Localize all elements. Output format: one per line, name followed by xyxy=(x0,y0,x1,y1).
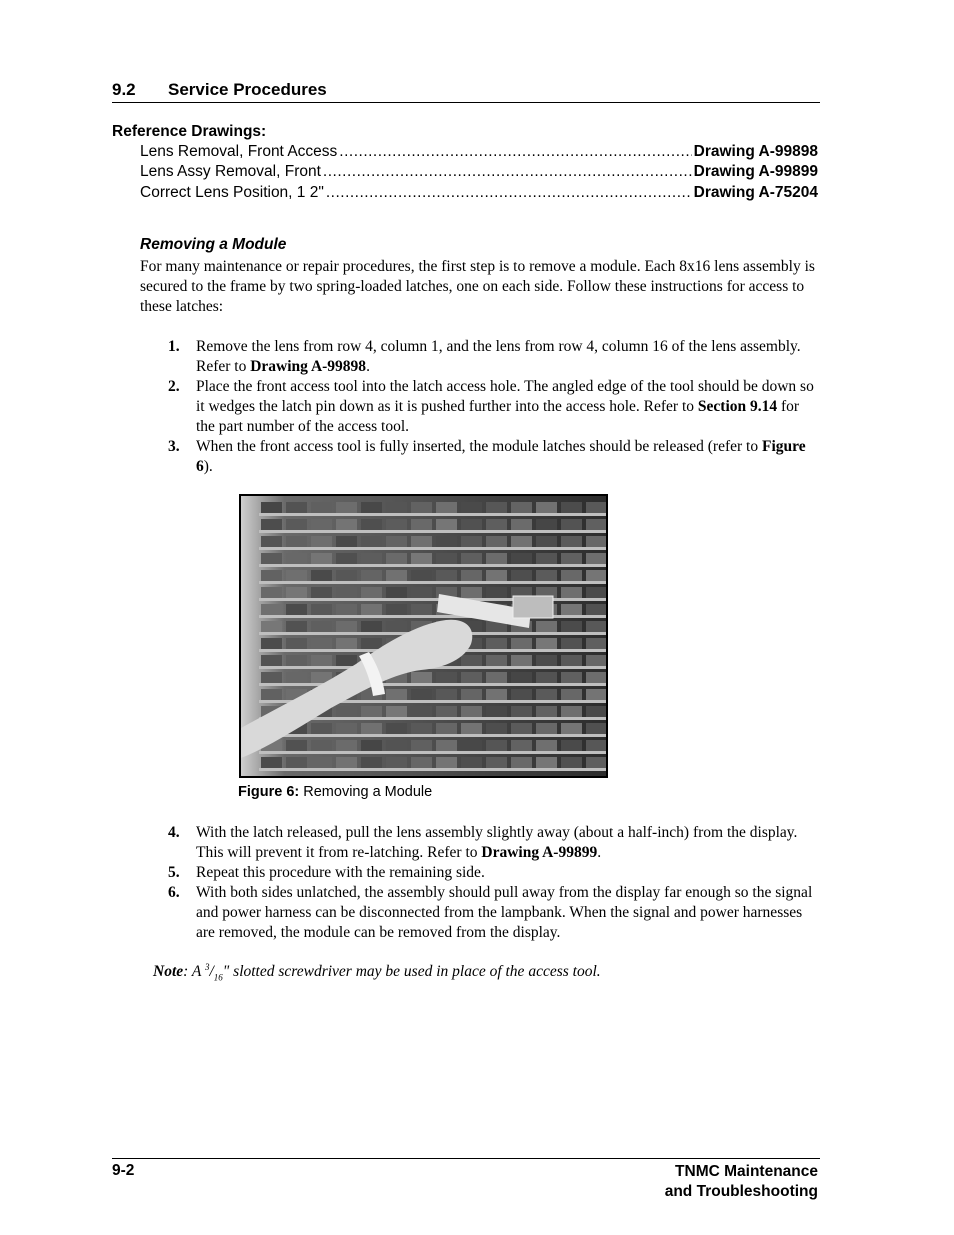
lens-cell xyxy=(436,519,457,530)
step-number: 1. xyxy=(168,338,180,355)
lens-cell xyxy=(561,519,582,530)
lens-cell xyxy=(436,757,457,768)
lens-cell xyxy=(286,587,307,598)
louver-line xyxy=(259,513,606,516)
lens-cell xyxy=(486,723,507,734)
page-number: 9-2 xyxy=(112,1162,135,1179)
lens-cell xyxy=(286,757,307,768)
lens-cell xyxy=(561,587,582,598)
lens-cell xyxy=(386,604,407,615)
lens-cell xyxy=(386,570,407,581)
lens-cell xyxy=(311,757,332,768)
lens-cell xyxy=(436,706,457,717)
lens-cell xyxy=(411,689,432,700)
lens-cell xyxy=(386,621,407,632)
note-label: Note xyxy=(153,963,184,981)
subsection-title: Removing a Module xyxy=(140,236,287,253)
lens-cell xyxy=(486,570,507,581)
lens-cell xyxy=(511,723,532,734)
lens-cell xyxy=(311,740,332,751)
lens-cell xyxy=(386,519,407,530)
lens-cell xyxy=(411,723,432,734)
lens-cell xyxy=(361,638,382,649)
lens-cell xyxy=(286,519,307,530)
section-reference: Section 9.14 xyxy=(697,398,778,415)
lens-cell xyxy=(511,672,532,683)
lens-cell xyxy=(336,723,357,734)
lens-cell xyxy=(461,757,482,768)
lens-cell xyxy=(586,638,606,649)
lens-cell xyxy=(261,689,282,700)
dot-leader xyxy=(323,163,692,181)
lens-cell xyxy=(536,757,557,768)
footer-title xyxy=(665,1162,818,1202)
lens-cell xyxy=(361,723,382,734)
lens-cell xyxy=(561,672,582,683)
lens-cell xyxy=(561,604,582,615)
lens-cell xyxy=(536,638,557,649)
lens-cell xyxy=(486,638,507,649)
lens-cell xyxy=(511,519,532,530)
section-number: 9.2 xyxy=(112,80,136,99)
lens-cell xyxy=(311,536,332,547)
lens-cell xyxy=(511,655,532,666)
louver-line xyxy=(259,598,606,601)
lens-cell xyxy=(486,587,507,598)
lens-cell xyxy=(286,740,307,751)
lens-cell xyxy=(361,536,382,547)
louver-line xyxy=(259,581,606,584)
lens-cell xyxy=(436,689,457,700)
lens-cell xyxy=(261,672,282,683)
lens-cell xyxy=(511,740,532,751)
lens-cell xyxy=(361,604,382,615)
lens-cell xyxy=(311,621,332,632)
lens-cell xyxy=(286,604,307,615)
lens-cell xyxy=(536,536,557,547)
steps-list-second xyxy=(168,823,820,943)
lens-cell xyxy=(436,553,457,564)
lens-cell xyxy=(386,587,407,598)
lens-cell xyxy=(311,570,332,581)
lens-cell xyxy=(361,553,382,564)
lens-cell xyxy=(261,570,282,581)
lens-cell xyxy=(411,672,432,683)
lens-cell xyxy=(561,655,582,666)
lens-cell xyxy=(336,757,357,768)
lens-cell xyxy=(261,621,282,632)
louver-line xyxy=(259,768,606,771)
reference-label: Lens Assy Removal, Front xyxy=(140,163,321,180)
lens-cell xyxy=(411,570,432,581)
intro-paragraph: For many maintenance or repair procedures, the first step is to remove a module. Each 8x16 lens assembly is secured to the frame by two spring-loaded latches, one on each side. Follow these instructions for access to these latches: xyxy=(140,258,815,315)
lens-cell xyxy=(586,672,606,683)
lens-cell xyxy=(586,621,606,632)
lens-cell xyxy=(286,638,307,649)
lens-cell xyxy=(536,570,557,581)
section-heading xyxy=(112,80,820,103)
louver-line xyxy=(259,564,606,567)
lens-cell xyxy=(461,502,482,513)
lens-cell xyxy=(486,536,507,547)
list-item: 4. With the latch released, pull the lens assembly slightly away (about a half-inch) from the display. This will prevent it from re-latching. Refer to Drawing A-99899. xyxy=(168,824,798,861)
reference-drawings-heading: Reference Drawings: xyxy=(112,123,267,140)
lens-cell xyxy=(461,553,482,564)
lens-cell xyxy=(361,757,382,768)
lens-cell xyxy=(336,604,357,615)
lens-cell xyxy=(336,706,357,717)
reference-label: Correct Lens Position, 1 2" xyxy=(140,184,324,201)
lens-cell xyxy=(561,723,582,734)
lens-cell xyxy=(386,757,407,768)
lens-cell xyxy=(411,757,432,768)
lens-cell xyxy=(261,604,282,615)
lens-cell xyxy=(311,655,332,666)
step-number: 3. xyxy=(168,438,180,455)
lens-cell xyxy=(511,570,532,581)
lens-cell xyxy=(386,553,407,564)
lens-cell xyxy=(486,672,507,683)
lens-cell xyxy=(561,740,582,751)
step-number: 5. xyxy=(168,864,180,881)
lens-cell xyxy=(436,740,457,751)
lens-cell xyxy=(486,757,507,768)
lens-cell xyxy=(461,519,482,530)
lens-cell xyxy=(561,706,582,717)
lens-cell xyxy=(586,655,606,666)
lens-cell xyxy=(586,519,606,530)
footer-title-line: TNMC Maintenance xyxy=(675,1163,818,1180)
step-number: 2. xyxy=(168,378,180,395)
step-number: 4. xyxy=(168,824,180,841)
lens-cell xyxy=(336,740,357,751)
lens-cell xyxy=(561,621,582,632)
lens-cell xyxy=(411,536,432,547)
lens-cell xyxy=(586,553,606,564)
lens-cell xyxy=(361,706,382,717)
lens-cell xyxy=(536,672,557,683)
lens-cell xyxy=(536,621,557,632)
lens-cell xyxy=(586,587,606,598)
louver-line xyxy=(259,547,606,550)
figure-photo xyxy=(239,494,608,778)
lens-cell xyxy=(311,553,332,564)
lens-cell xyxy=(361,621,382,632)
lens-cell xyxy=(286,655,307,666)
lens-cell xyxy=(336,638,357,649)
lens-cell xyxy=(461,740,482,751)
lens-cell xyxy=(586,740,606,751)
lens-cell xyxy=(286,502,307,513)
lens-cell xyxy=(411,587,432,598)
lens-cell xyxy=(461,723,482,734)
lens-cell xyxy=(461,689,482,700)
lens-cell xyxy=(361,502,382,513)
lens-cell xyxy=(461,570,482,581)
footer-title-line: and Troubleshooting xyxy=(664,1183,818,1200)
lens-cell xyxy=(486,706,507,717)
louver-line xyxy=(259,751,606,754)
lens-cell xyxy=(436,570,457,581)
lens-cell xyxy=(336,553,357,564)
lens-cell xyxy=(536,740,557,751)
lens-cell xyxy=(511,689,532,700)
lens-cell xyxy=(561,536,582,547)
louver-line xyxy=(259,683,606,686)
lens-cell xyxy=(311,519,332,530)
figure-caption xyxy=(238,784,432,800)
louver-line xyxy=(259,615,606,618)
lens-cell xyxy=(411,502,432,513)
lens-cell xyxy=(536,655,557,666)
lens-cell xyxy=(311,604,332,615)
lens-cell xyxy=(486,740,507,751)
lens-cell xyxy=(336,502,357,513)
lens-cell xyxy=(461,706,482,717)
lens-cell xyxy=(561,757,582,768)
lens-cell xyxy=(536,706,557,717)
lens-cell xyxy=(336,587,357,598)
dot-leader xyxy=(326,184,692,202)
section-title: Service Procedures xyxy=(168,80,327,99)
drawing-reference: Drawing A-99898 xyxy=(250,358,367,375)
lens-cell xyxy=(386,740,407,751)
lens-cell xyxy=(336,655,357,666)
lens-cell xyxy=(461,655,482,666)
lens-cell xyxy=(511,553,532,564)
lens-cell xyxy=(386,502,407,513)
lens-cell xyxy=(586,723,606,734)
reference-row xyxy=(140,143,818,163)
figure-label: Figure 6: xyxy=(238,784,300,800)
list-item: 5. Repeat this procedure with the remaining side. xyxy=(168,864,485,881)
reference-row xyxy=(140,163,818,183)
lens-cell xyxy=(261,655,282,666)
lens-cell xyxy=(586,604,606,615)
lens-cell xyxy=(411,706,432,717)
lens-cell xyxy=(561,553,582,564)
lens-cell xyxy=(261,638,282,649)
drawing-reference: Drawing A-99899 xyxy=(481,844,598,861)
lens-cell xyxy=(486,502,507,513)
lens-cell xyxy=(286,553,307,564)
lens-cell xyxy=(436,536,457,547)
lens-cell xyxy=(461,536,482,547)
lens-cell xyxy=(586,502,606,513)
lens-cell xyxy=(361,570,382,581)
list-item: 3. When the front access tool is fully inserted, the module latches should be released (refer to Figure 6). xyxy=(168,438,806,475)
lens-cell xyxy=(486,553,507,564)
lens-cell xyxy=(386,723,407,734)
lens-cell xyxy=(336,519,357,530)
lens-cell xyxy=(586,689,606,700)
lens-cell xyxy=(361,740,382,751)
lens-cell xyxy=(261,757,282,768)
lens-cell xyxy=(511,757,532,768)
louver-line xyxy=(259,530,606,533)
list-item: 1. Remove the lens from row 4, column 1, and the lens from row 4, column 16 of the lens assembly. Refer to Drawing A-99898. xyxy=(168,338,801,375)
lens-cell xyxy=(361,519,382,530)
lens-cell xyxy=(536,502,557,513)
lens-cell xyxy=(411,604,432,615)
lens-cell xyxy=(311,723,332,734)
lens-cell xyxy=(411,740,432,751)
lens-cell xyxy=(261,587,282,598)
lens-cell xyxy=(536,519,557,530)
lens-cell xyxy=(561,502,582,513)
lens-cell xyxy=(361,587,382,598)
reference-drawing: Drawing A-75204 xyxy=(693,184,818,201)
lens-cell xyxy=(336,621,357,632)
steps-list-first xyxy=(168,337,820,477)
lens-cell xyxy=(261,536,282,547)
lens-cell xyxy=(511,706,532,717)
lens-cell xyxy=(286,570,307,581)
lens-cell xyxy=(336,570,357,581)
lens-cell xyxy=(286,621,307,632)
lens-cell xyxy=(411,519,432,530)
lens-cell xyxy=(486,689,507,700)
lens-cell xyxy=(436,723,457,734)
lens-cell xyxy=(436,502,457,513)
lens-cell xyxy=(436,672,457,683)
figure-reference: Figure 6 xyxy=(196,438,806,475)
lens-cell xyxy=(511,638,532,649)
lens-cell xyxy=(486,655,507,666)
reference-label: Lens Removal, Front Access xyxy=(140,143,338,160)
lens-cell xyxy=(561,638,582,649)
lens-cell xyxy=(386,706,407,717)
footer-divider xyxy=(112,1158,820,1159)
reference-drawing: Drawing A-99898 xyxy=(693,143,818,160)
step-number: 6. xyxy=(168,884,180,901)
lens-cell xyxy=(586,570,606,581)
lens-cell xyxy=(286,672,307,683)
lens-cell xyxy=(586,757,606,768)
lens-cell xyxy=(536,689,557,700)
lens-cell xyxy=(311,587,332,598)
lens-cell xyxy=(286,536,307,547)
dot-leader xyxy=(339,143,691,161)
figure-caption-text: Removing a Module xyxy=(299,784,433,800)
lens-cell xyxy=(536,553,557,564)
lens-cell xyxy=(561,570,582,581)
lens-cell xyxy=(386,689,407,700)
lens-cell xyxy=(461,587,482,598)
lens-cell xyxy=(511,502,532,513)
lens-cell xyxy=(311,502,332,513)
lens-cell xyxy=(336,536,357,547)
lens-cell xyxy=(461,672,482,683)
lens-cell xyxy=(536,723,557,734)
lens-cell xyxy=(386,536,407,547)
reference-drawing: Drawing A-99899 xyxy=(693,163,818,180)
lens-cell xyxy=(511,536,532,547)
note: Note: A $^3/_{16}$" slotted screwdriver may be used in place of the access tool. xyxy=(153,962,601,983)
lens-cell xyxy=(411,553,432,564)
lens-cell xyxy=(261,502,282,513)
list-item: 2. Place the front access tool into the latch access hole. The angled edge of the tool should be down so it wedges the latch pin down as it is pushed further into the access hole. Refer to Section 9.14 for the part number of the access tool. xyxy=(168,378,814,435)
lens-cell xyxy=(561,689,582,700)
reference-row xyxy=(140,184,818,204)
module-photo-illustration xyxy=(241,496,606,776)
lens-cell xyxy=(586,536,606,547)
lens-cell xyxy=(261,553,282,564)
list-item: 6. With both sides unlatched, the assembly should pull away from the display far enough so the signal and power harness can be disconnected from the lampbank. When the signal and power harnesses are removed, the module can be removed from the display. xyxy=(168,884,813,941)
louver-line xyxy=(259,734,606,737)
lens-cell xyxy=(486,519,507,530)
lens-cell xyxy=(586,706,606,717)
lens-cell xyxy=(261,519,282,530)
lens-cell xyxy=(311,638,332,649)
